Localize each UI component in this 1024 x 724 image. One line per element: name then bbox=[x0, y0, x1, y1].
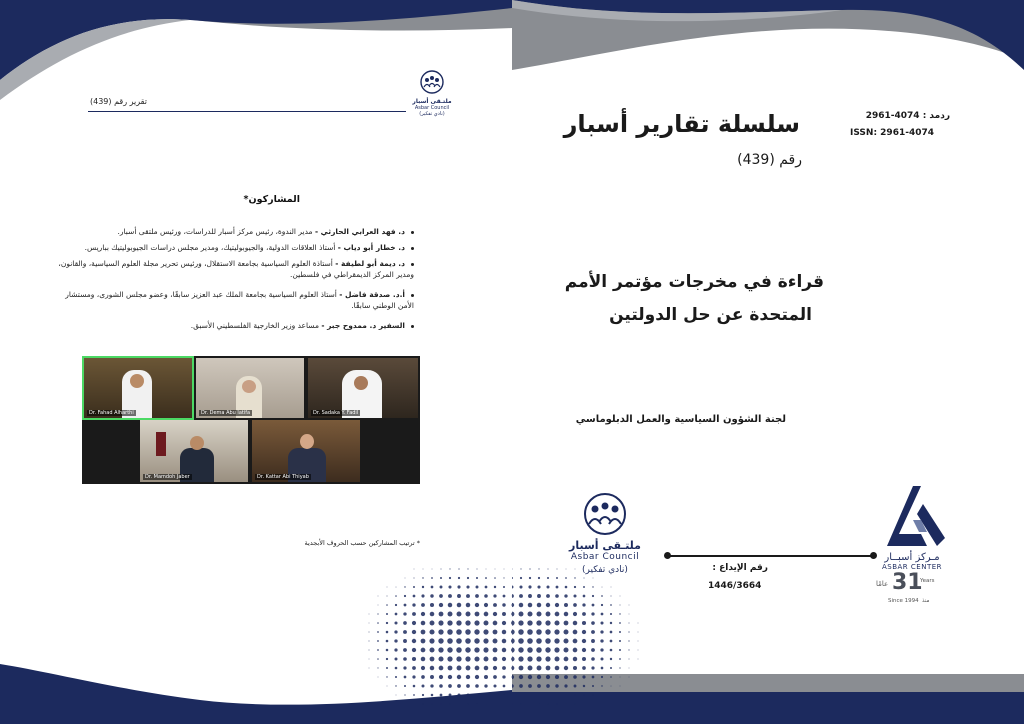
participant-item: د. ديمة أبو لطيفة - أستاذة العلوم السياسية بجامعة الاستقلال، ورئيس تحرير مجلة العلوم السياسية، والقانون، ومدير المركز الديمقراطي في فلسطين. bbox=[58, 259, 414, 279]
club-tagline: (نادي تفكير) bbox=[582, 565, 628, 575]
issn-english: ISSN: 2961-4074 bbox=[850, 128, 935, 138]
header-club-tagline: (نادي تفكير) bbox=[419, 111, 445, 117]
report-number: رقم (439) bbox=[737, 152, 802, 168]
participants-title: المشاركون* bbox=[243, 194, 300, 205]
participant-item: أ.د. صدقة فاضل - أستاذ العلوم السياسية بجامعة الملك عبد العزيز سابقًا، وعضو مجلس الشورى، ومستشار الأمن الوطني سابقًا. bbox=[65, 290, 414, 310]
series-title: سلسلة تقارير أسبار bbox=[563, 110, 800, 138]
video-tile-caption: Dr. Dema Abu latifa bbox=[201, 410, 251, 416]
halftone-dots-right bbox=[512, 0, 1024, 724]
participants-footnote: * ترتيب المشاركين حسب الحروف الأبجدية bbox=[304, 539, 420, 547]
video-tile-caption: Dr. Sadaka Y. Fadil bbox=[313, 410, 359, 416]
club-name-ar: ملتـقى أسبار bbox=[569, 539, 641, 552]
center-name-en: ASBAR CENTER bbox=[881, 563, 943, 571]
header-club-name-en: Asbar Council bbox=[414, 105, 450, 111]
center-name-ar: مـركز أسبــار bbox=[884, 552, 940, 563]
deposit-label: رقم الإيداع : bbox=[712, 563, 768, 573]
since-ar: منذ bbox=[922, 598, 930, 604]
participant-item: د. فهد العرابي الحارثي - مدير الندوة، رئيس مركز أسبار للدراسات، ورئيس ملتقى أسبار. bbox=[54, 226, 414, 237]
video-tile-caption: Dr. Fahad Alharthi bbox=[89, 410, 134, 416]
report-number-label: تقرير رقم (439) bbox=[90, 97, 147, 106]
years-number: 31 bbox=[892, 570, 923, 595]
years-ar: عامًا bbox=[876, 580, 889, 588]
since-en: Since 1994 bbox=[888, 598, 919, 604]
participant-item: د. خطار أبو دياب - أستاذ العلاقات الدولية، والجيوبوليتيك، ومدير مجلس دراسات الجيوبوليتيك بباريس. bbox=[54, 242, 414, 253]
video-tile-caption: Dr. Kattar Abi Thiyab bbox=[257, 474, 309, 480]
issn-arabic: ردمد : 4074-2961 bbox=[865, 111, 950, 121]
committee-name: لجنة الشؤون السياسية والعمل الدبلوماسي bbox=[575, 414, 786, 425]
years-en: Years bbox=[920, 578, 935, 584]
right-page bbox=[512, 0, 1024, 724]
participant-item: السفير د. ممدوح جبر - مساعد وزير الخارجية الفلسطيني الأسبق. bbox=[54, 320, 414, 331]
report-title-line2: المتحدة عن حل الدولتين bbox=[609, 305, 812, 325]
deposit-number: 1446/3664 bbox=[708, 581, 762, 591]
header-club-name-ar: ملتـقى أسبار bbox=[412, 98, 452, 105]
club-name-en: Asbar Council bbox=[570, 552, 640, 562]
video-tile-caption: Dr. Mamdoh Jaber bbox=[145, 474, 190, 480]
report-title-line1: قراءة في مخرجات مؤتمر الأمم bbox=[564, 272, 824, 292]
